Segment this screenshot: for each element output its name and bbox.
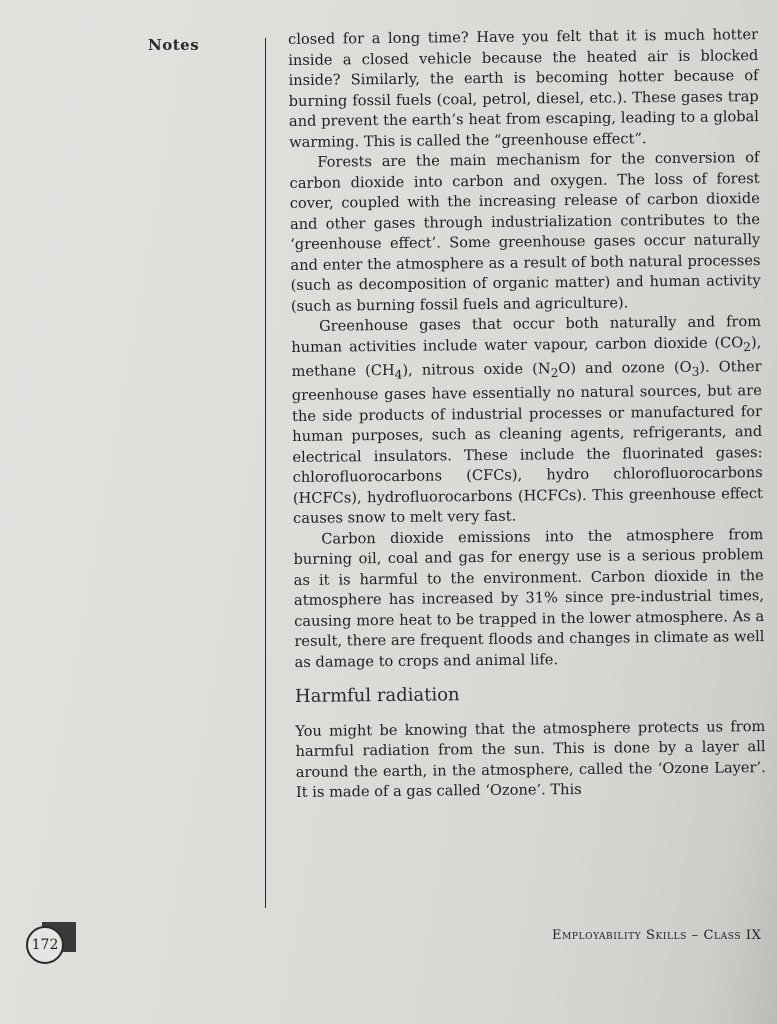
- running-footer: Employability Skills – Class IX: [552, 928, 762, 943]
- page-number: 172: [26, 926, 64, 964]
- section-paragraph: You might be knowing that the atmosphere protects us from harmful radiation from the sun. This is done by a layer all around the earth, in the atmosphere, called the ‘Ozone Layer’. It is made of a gas called ‘Ozone’. This: [295, 717, 766, 802]
- body-paragraph: Forests are the main mechanism for the conversion of carbon dioxide into carbon and oxygen. The loss of forest cover, coupled with the increasing release of carbon dioxide and other gases through industrialization contributes to the ‘greenhouse effect’. Some greenhouse gases occur naturally and enter the atmosphere as a result of both natural processes (such as decomposition of organic matter) and human activity (such as burning fossil fuels and agriculture).: [289, 149, 761, 315]
- body-paragraph: Carbon dioxide emissions into the atmosphere from burning oil, coal and gas for energy use is a serious problem as it is harmful to the environment. Carbon dioxide in the atmosphere has increased by 31% since pre-industrial times, causing more heat to be trapped in the lower atmosphere. As a result, there are frequent floods and changes in climate as well as damage to crops and animal life.: [293, 525, 765, 671]
- body-paragraph: closed for a long time? Have you felt that it is much hotter inside a closed vehicle because the heated air is blocked inside? Similarly, the earth is becoming hotter because of burning fossil fuels (coal, petrol, diesel, etc.). These gases trap and prevent the earth’s heat from escaping, leading to a global warming. This is called the “greenhouse effect”.: [288, 26, 760, 151]
- paragraph-list: [288, 25, 765, 673]
- margin-divider: [265, 38, 266, 908]
- section-heading: Harmful radiation: [294, 684, 460, 708]
- page-number-badge: [26, 922, 66, 962]
- body-paragraph: Greenhouse gases that occur both naturally and from human activities include water vapour, carbon dioxide $(CO_2)$, methane $(CH_4)$, nitrous oxide $(N_2O)$ and ozone $(O_3)$. Other greenhouse gases have essentially no natural sources, but are the side products of industrial processes or manufactured for human purposes, such as cleaning agents, refrigerants, and electrical insulators. These include the fluorinated gases: chlorofluorocarbons (CFCs), hydro chlorofluorocarbons (HCFCs), hydrofluorocarbons (HCFCs). This greenhouse effect causes snow to melt very fast.: [291, 313, 763, 528]
- notes-margin-label: Notes: [148, 36, 200, 54]
- page-body: [288, 25, 766, 804]
